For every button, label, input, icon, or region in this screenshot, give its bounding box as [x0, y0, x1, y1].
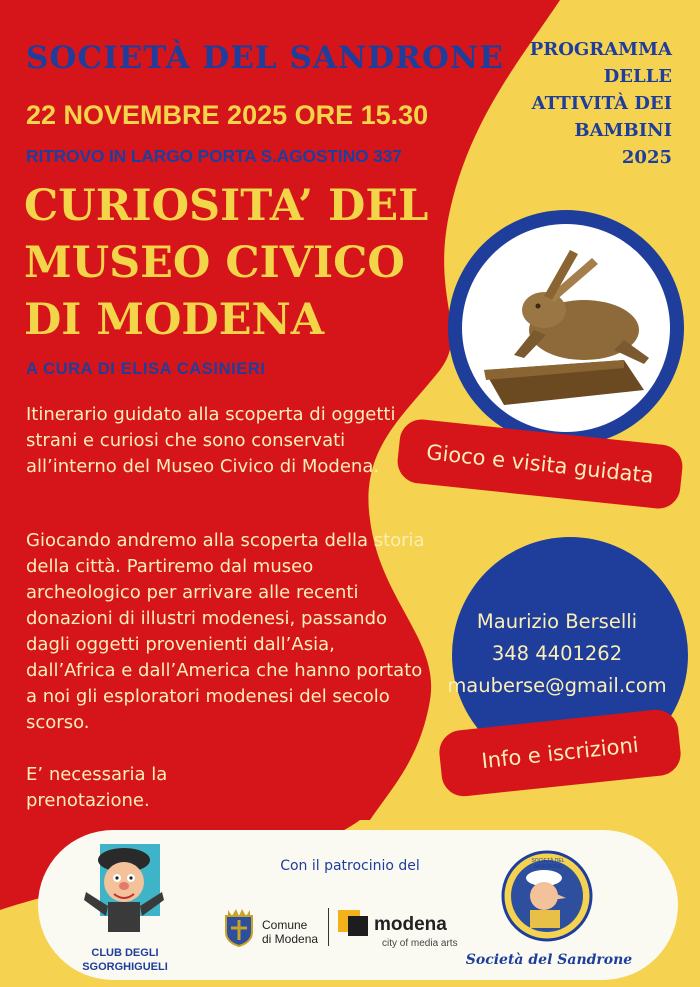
comune-line: di Modena [262, 932, 319, 946]
comune-crest-icon [222, 906, 256, 948]
club-label [70, 946, 180, 974]
club-label-line: CLUB DEGLI [91, 947, 159, 959]
society-title: SOCIETÀ DEL SANDRONE [26, 40, 504, 76]
contact-name: Maurizio Berselli [476, 610, 638, 633]
event-title [24, 178, 428, 349]
program-heading [482, 36, 672, 171]
description-paragraph-1: Itinerario guidato alla scoperta di oggetti strani e curiosi che sono conservati all’interno del Museo Civico di Modena. [26, 404, 396, 477]
patronage-label: Con il patrocinio del [280, 858, 420, 874]
comune-label [262, 918, 318, 946]
hare-sculpture-image [474, 240, 664, 420]
contact-phone: 348 4401262 [491, 642, 623, 665]
program-line: PROGRAMMA [529, 39, 672, 60]
booking-note: E’ necessaria la prenotazione. [26, 764, 168, 811]
activity-badge: Gioco e visita guidata [395, 417, 684, 510]
event-date: 22 NOVEMBRE 2025 ORE 15.30 [26, 100, 429, 130]
info-badge: Info e iscrizioni [437, 708, 683, 799]
program-line: DELLE [603, 66, 672, 87]
contact-email: mauberse@gmail.com [447, 674, 667, 697]
society-footer-logo: Società del Sandrone [465, 952, 633, 968]
title-line: DI MODENA [24, 295, 325, 345]
comune-line: Comune [262, 918, 308, 932]
modena-logo-word: modena [374, 914, 447, 935]
club-label-line: SGORGHIGUELI [82, 961, 168, 973]
meeting-point: RITROVO IN LARGO PORTA S.AGOSTINO 337 [26, 146, 402, 166]
title-line: CURIOSITA’ DEL [24, 181, 429, 231]
program-line: BAMBINI [574, 120, 672, 141]
program-line: ATTIVITÀ DEI [531, 93, 672, 114]
title-line: MUSEO CIVICO [24, 238, 405, 288]
logo-divider [328, 908, 329, 946]
curator-credit: A CURA DI ELISA CASINIERI [26, 360, 266, 378]
modena-logo-subtitle: city of media arts [382, 938, 458, 949]
club-logo [74, 840, 178, 944]
program-line: 2025 [621, 147, 672, 168]
badge-ring-text: SOCIETÀ DEL SANDRONE [531, 858, 565, 870]
contact-info [438, 606, 676, 702]
description-paragraph-2: Giocando andremo alla scoperta della storia della città. Partiremo dal museo archeologico per arrivare alle recenti donazioni di illustri modenesi, passando dagli oggetti provenienti dall’Asia, dall’Africa e dall’America che hanno portato a noi gli esploratori modenesi del secolo scorso. [26, 530, 425, 733]
modena-media-arts-logo-icon [336, 908, 370, 938]
